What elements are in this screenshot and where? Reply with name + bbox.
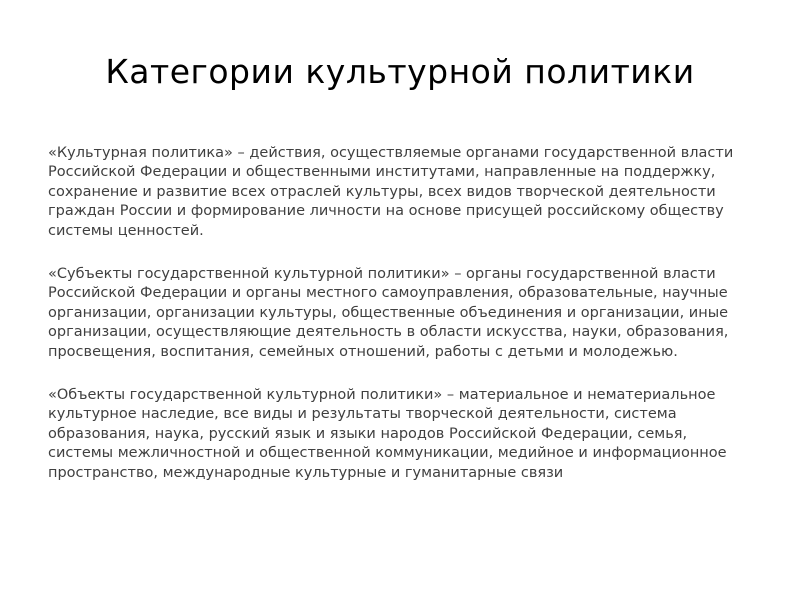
paragraph-policy-objects: «Объекты государственной культурной политики» – материальное и нематериальное культурное наследие, все виды и результаты творческой деятельности, система образования, наука, русский язык и языки народов Российской Федерации, семья, системы межличностной и общественной коммуникации, медийное и информационное пространство, международные культурные и гуманитарные связи: [48, 387, 727, 481]
slide-title: Категории культурной политики: [105, 52, 695, 91]
slide-body: [48, 144, 752, 507]
paragraph-cultural-policy: «Культурная политика» – действия, осуществляемые органами государственной власти Российской Федерации и общественными институтами, направленные на поддержку, сохранение и развитие всех отраслей культуры, всех видов творческой деятельности граждан России и формирование личности на основе присущей российскому обществу системы ценностей.: [48, 145, 734, 239]
paragraph-policy-subjects: «Субъекты государственной культурной политики» – органы государственной власти Российской Федерации и органы местного самоуправления, образовательные, научные организации, организации культуры, общественные объединения и организации, иные организации, осуществляющие деятельность в области искусства, науки, образования, просвещения, воспитания, семейных отношений, работы с детьми и молодежью.: [48, 266, 729, 360]
